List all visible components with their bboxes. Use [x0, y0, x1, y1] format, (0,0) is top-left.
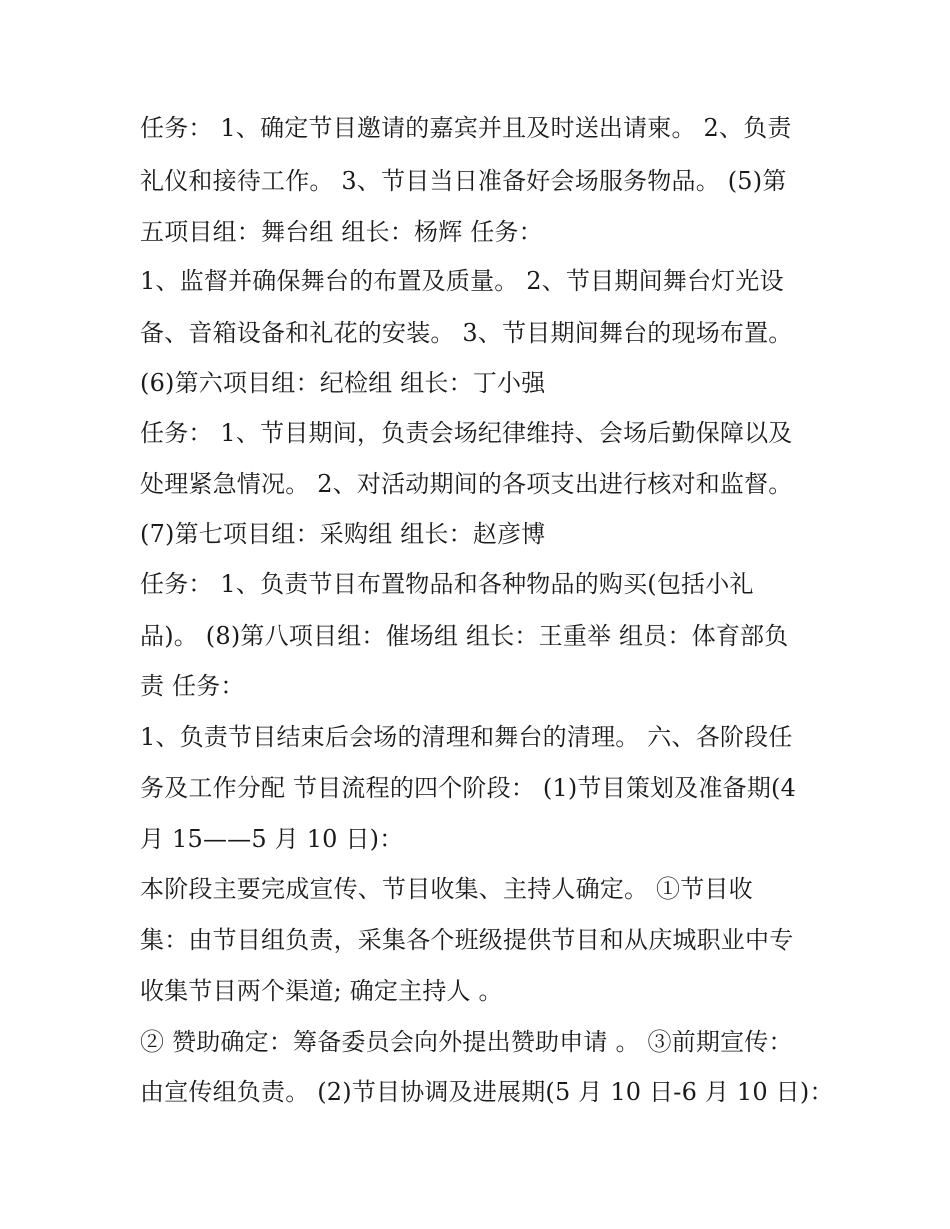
text-line: 1、负责节目结束后会场的清理和舞台的清理。 六、各阶段任: [140, 723, 793, 751]
text-line: 礼仪和接待工作。 3、节目当日准备好会场服务物品。 (5)第: [140, 167, 787, 195]
text-line: 五项目组：舞台组 组长：杨辉 任务：: [140, 218, 543, 246]
text-line: 责 任务：: [140, 672, 245, 700]
text-line: 集：由节目组负责，采集各个班级提供节目和从庆城职业中专: [140, 926, 794, 954]
text-line: (6)第六项目组：纪检组 组长：丁小强: [140, 369, 546, 397]
text-line: (7)第七项目组：采购组 组长：赵彦博: [140, 520, 546, 548]
text-line: 收集节目两个渠道; 确定主持人 。: [140, 977, 503, 1005]
text-line: 处理紧急情况。 2、对活动期间的各项支出进行核对和监督。: [140, 470, 793, 498]
text-line: 任务： 1、节目期间，负责会场纪律维持、会场后勤保障以及: [140, 419, 793, 447]
text-line: 务及工作分配 节目流程的四个阶段： (1)节目策划及准备期(4: [140, 774, 797, 802]
text-line: ② 赞助确定：筹备委员会向外提出赞助申请 。 ③前期宣传：: [140, 1028, 793, 1056]
text-line: 1、监督并确保舞台的布置及质量。 2、节目期间舞台灯光设: [140, 267, 784, 295]
text-line: 由宣传组负责。 (2)节目协调及进展期(5 月 10 日-6 月 10 日)：: [140, 1078, 834, 1106]
text-line: 月 15——5 月 10 日)：: [140, 825, 404, 853]
text-line: 本阶段主要完成宣传、节目收集、主持人确定。 ①节目收: [140, 875, 753, 903]
text-line: 备、音箱设备和礼花的安装。 3、节目期间舞台的现场布置。: [140, 319, 793, 347]
text-line: 任务： 1、确定节目邀请的嘉宾并且及时送出请柬。 2、负责: [140, 114, 792, 142]
text-line: 任务： 1、负责节目布置物品和各种物品的购买(包括小礼: [140, 570, 754, 598]
text-line: 品)。 (8)第八项目组：催场组 组长：王重举 组员：体育部负: [140, 622, 789, 650]
